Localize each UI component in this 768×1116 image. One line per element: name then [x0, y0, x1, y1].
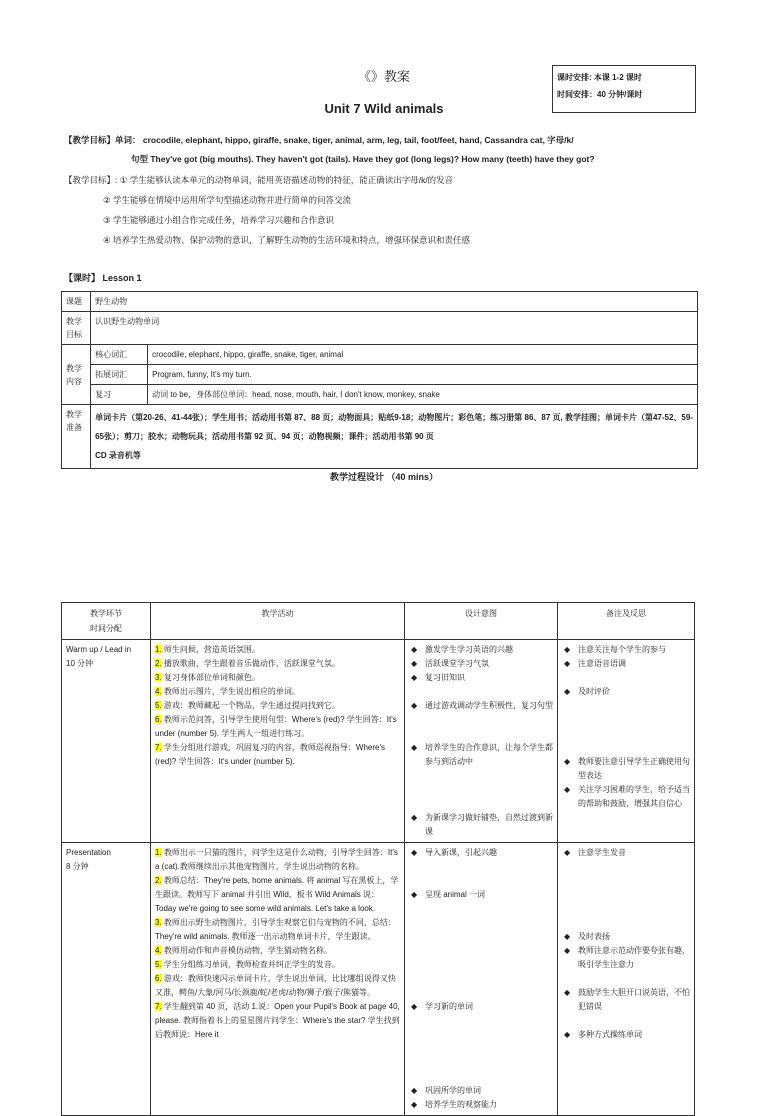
intent-item: ◆ 巩固所学的单词: [409, 1084, 553, 1098]
notes-item: [562, 727, 690, 741]
notes-cell: [558, 640, 695, 843]
header-intent: 设计意图: [405, 603, 558, 640]
intent-item: [409, 797, 553, 811]
intent-item: [409, 769, 553, 783]
notes-item: ◆ 及时评价: [562, 685, 690, 699]
intent-item: [409, 783, 553, 797]
goal-4: ④ 培养学生热爱动物、保护动物的意识，了解野生动物的生活环境和特点，增强环保意识和责任感: [103, 235, 470, 245]
intent-item: [409, 916, 553, 930]
sub-label: 复习: [91, 385, 148, 405]
intent-item: ◆ 呈现 animal 一词: [409, 888, 553, 902]
goal-1: 【教学目标】: ① 学生能够认读本单元的动物单词，能用英语描述动物的特征，能正确读出字母/k/的发音: [64, 175, 454, 185]
intent-item: [409, 727, 553, 741]
notes-item: ◆ 注意语音语调: [562, 657, 690, 671]
sub-value: Program, funny, It's my turn.: [148, 365, 698, 385]
step-number: 6.: [155, 715, 162, 724]
intent-cell: [405, 640, 558, 843]
intent-item: [409, 930, 553, 944]
activity-step: 4. 教师用动作和声音模仿动物，学生猜动物名称。: [155, 946, 332, 955]
vocab-objectives: 【教学目标】单词： crocodile, elephant, hippo, giraffe, snake, tiger, animal, arm, leg, tail, foot/feet, hand, Cassandra cat, 字母/k/: [64, 135, 574, 145]
step-number: 3.: [155, 673, 162, 682]
intent-item: [409, 713, 553, 727]
intent-item: [409, 1070, 553, 1084]
step-number: 2.: [155, 659, 162, 668]
intent-item: [409, 972, 553, 986]
intent-item: ◆ 激发学生学习英语的兴趣: [409, 643, 553, 657]
notes-item: ◆ 多种方式操练单词: [562, 1028, 690, 1042]
step-number: 4.: [155, 687, 162, 696]
intent-item: ◆ 导入新课，引起兴趣: [409, 846, 553, 860]
notes-item: ◆ 教师要注意引导学生正确使用句型表达: [562, 755, 690, 783]
activity-step: 7. 学生分组进行游戏，巩固复习的内容，教师巡视指导：Where's (red)? 学生回答：It's under (number 5).: [155, 743, 385, 766]
intent-item: [409, 1042, 553, 1056]
row-value: 认识野生动物单词: [91, 312, 698, 345]
notes-item: [562, 902, 690, 916]
activity-step: 7. 学生翻到第 40 页，活动 1.说：Open your Pupil's Book at page 40, please. 教师指着书上的星星图片问学生：Where's the star? 学生找到后教师说：Here it: [155, 1002, 400, 1039]
step-number: 5.: [155, 701, 162, 710]
sub-label: 拓展词汇: [91, 365, 148, 385]
notes-item: [562, 1014, 690, 1028]
activity-cell: [151, 843, 405, 1116]
notes-item: [562, 874, 690, 888]
process-table: [61, 602, 695, 1116]
intent-item: [409, 1056, 553, 1070]
row-label: 课题: [62, 292, 91, 312]
intent-item: [409, 1028, 553, 1042]
unit-title: Unit 7 Wild animals: [324, 101, 444, 116]
step-number: 1.: [155, 645, 162, 654]
notes-item: ◆ 注意关注每个学生的参与: [562, 643, 690, 657]
activity-step: 3. 复习身体部位单词和颜色。: [155, 673, 260, 682]
document-title: 《》教案: [357, 69, 410, 84]
activity-step: 5. 游戏：教师藏起一个物品，学生通过提问找到它。: [155, 701, 340, 710]
intent-item: ◆ 培养学生的合作意识，让每个学生都参与到活动中: [409, 741, 553, 769]
stage-cell: Warm up / Lead in 10 分钟: [62, 640, 151, 843]
intent-item: ◆ 为新课学习做好铺垫，自然过渡到新课: [409, 811, 553, 839]
prep-line: CD 录音机等: [95, 451, 141, 460]
prep-line: 单词卡片（第20-26、41-44张）；学生用书；活动用书第 87、88 页；动物面具；贴纸9-18；动物图片；彩色笔；练习册第 86、87 页, 教学挂图；单词卡片（第47-52、59-: [95, 413, 693, 422]
activity-step: 6. 游戏：教师快速闪示单词卡片，学生说出单词，比比哪组说得又快又准，鳄鱼/大象/河马/长颈鹿/蛇/老虎/动物/狮子/猴子/熊猫等。: [155, 974, 396, 997]
sub-value: 动词 to be，身体部位单词：head, nose, mouth, hair, I don't know, monkey, snake: [148, 385, 698, 405]
notes-item: [562, 860, 690, 874]
step-number: 6.: [155, 974, 162, 983]
table-header-row: [62, 603, 695, 640]
notes-item: ◆ 及时表扬: [562, 930, 690, 944]
activity-step: 2. 教师总结：They're pets, home animals. 将 animal 写在黑板上，学生跟读。教师写下 animal 并引出 Wild，板书 Wild Animals 说：Today we're going to see some wild animals. Let's take a look.: [155, 876, 399, 913]
row-value: 野生动物: [91, 292, 698, 312]
step-number: 4.: [155, 946, 162, 955]
sub-value: crocodile, elephant, hippo, giraffe, snake, tiger, animal: [148, 345, 698, 365]
row-label: 教学内容: [62, 345, 91, 405]
activity-step: 3. 教师出示野生动物图片，引导学生观察它们与宠物的不同，总结：They're wild animals. 教师逐一出示动物单词卡片，学生跟读。: [155, 918, 396, 941]
intent-item: [409, 986, 553, 1000]
intent-item: [409, 685, 553, 699]
sub-label: 核心词汇: [91, 345, 148, 365]
notes-item: [562, 972, 690, 986]
intent-item: [409, 958, 553, 972]
intent-item: [409, 944, 553, 958]
process-title: 教学过程设计 （40 mins）: [329, 472, 439, 482]
step-number: 1.: [155, 848, 162, 857]
activity-step: 2. 播放歌曲，学生跟着音乐做动作，活跃课堂气氛。: [155, 659, 340, 668]
intent-item: ◆ 学习新的单词: [409, 1000, 553, 1014]
notes-item: [562, 888, 690, 902]
intent-item: [409, 1014, 553, 1028]
notes-item: [562, 916, 690, 930]
intent-item: ◆ 培养学生的观察能力: [409, 1098, 553, 1112]
schedule-lessons: 课时安排: 本课 1-2 课时: [557, 73, 642, 82]
sentence-objectives: 句型 They've got (big mouths). They haven't got (tails). Have they got (long legs)? How many (teeth) have they got?: [131, 154, 595, 164]
activity-cell: [151, 640, 405, 843]
step-number: 2.: [155, 876, 162, 885]
notes-item: [562, 699, 690, 713]
goal-2: ② 学生能够在情境中运用所学句型描述动物并进行简单的问答交流: [103, 195, 351, 205]
row-label: 教学目标: [62, 312, 91, 345]
intent-item: [409, 874, 553, 888]
header-stage: 教学环节 时间分配: [62, 603, 151, 640]
lesson-label: 【课时】 Lesson 1: [64, 273, 142, 283]
activity-step: 5. 学生分组练习单词，教师检查并纠正学生的发音。: [155, 960, 340, 969]
intent-item: ◆ 复习旧知识: [409, 671, 553, 685]
notes-item: ◆ 教师注意示范动作要夸张有趣，吸引学生注意力: [562, 944, 690, 972]
step-number: 3.: [155, 918, 162, 927]
step-number: 5.: [155, 960, 162, 969]
activity-step: 6. 教师示范问答，引导学生使用句型：Where's (red)? 学生回答：It's under (number 5). 学生两人一组进行练习。: [155, 715, 397, 738]
intent-item: ◆ 通过游戏调动学生积极性，复习句型: [409, 699, 553, 713]
goal-3: ③ 学生能够通过小组合作完成任务，培养学习兴趣和合作意识: [103, 215, 334, 225]
notes-item: [562, 671, 690, 685]
notes-item: [562, 741, 690, 755]
notes-item: ◆ 关注学习困难的学生，给予适当的帮助和鼓励，增强其自信心: [562, 783, 690, 811]
intent-item: ◆ 活跃课堂学习气氛: [409, 657, 553, 671]
row-label: 教学准备: [62, 405, 91, 469]
notes-item: ◆ 鼓励学生大胆开口说英语，不怕犯错误: [562, 986, 690, 1014]
notes-item: ◆ 注意学生发音: [562, 846, 690, 860]
prep-line: 65张）；剪刀；胶水；动物玩具；活动用书第 92 页、94 页；动物视频；课件；活动用书第 90 页: [95, 432, 434, 441]
schedule-time: 时间安排：40 分钟/课时: [557, 90, 643, 99]
header-activity: 教学活动: [151, 603, 405, 640]
intent-item: [409, 860, 553, 874]
intent-cell: [405, 843, 558, 1116]
activity-step: 1. 教师出示一只猫的图片，问学生这是什么动物，引导学生回答：It's a (cat).教师继续出示其他宠物图片，学生说出动物的名称。: [155, 848, 398, 871]
header-notes: 备注及反思: [558, 603, 695, 640]
table-row: [62, 843, 695, 1116]
stage-cell: Presentation 8 分钟: [62, 843, 151, 1116]
activity-step: 1. 师生问候，营造英语氛围。: [155, 645, 260, 654]
notes-item: [562, 713, 690, 727]
table-row: [62, 640, 695, 843]
step-number: 7.: [155, 743, 162, 752]
intent-item: [409, 902, 553, 916]
step-number: 7.: [155, 1002, 162, 1011]
activity-step: 4. 教师出示图片，学生说出相应的单词。: [155, 687, 300, 696]
notes-cell: [558, 843, 695, 1116]
